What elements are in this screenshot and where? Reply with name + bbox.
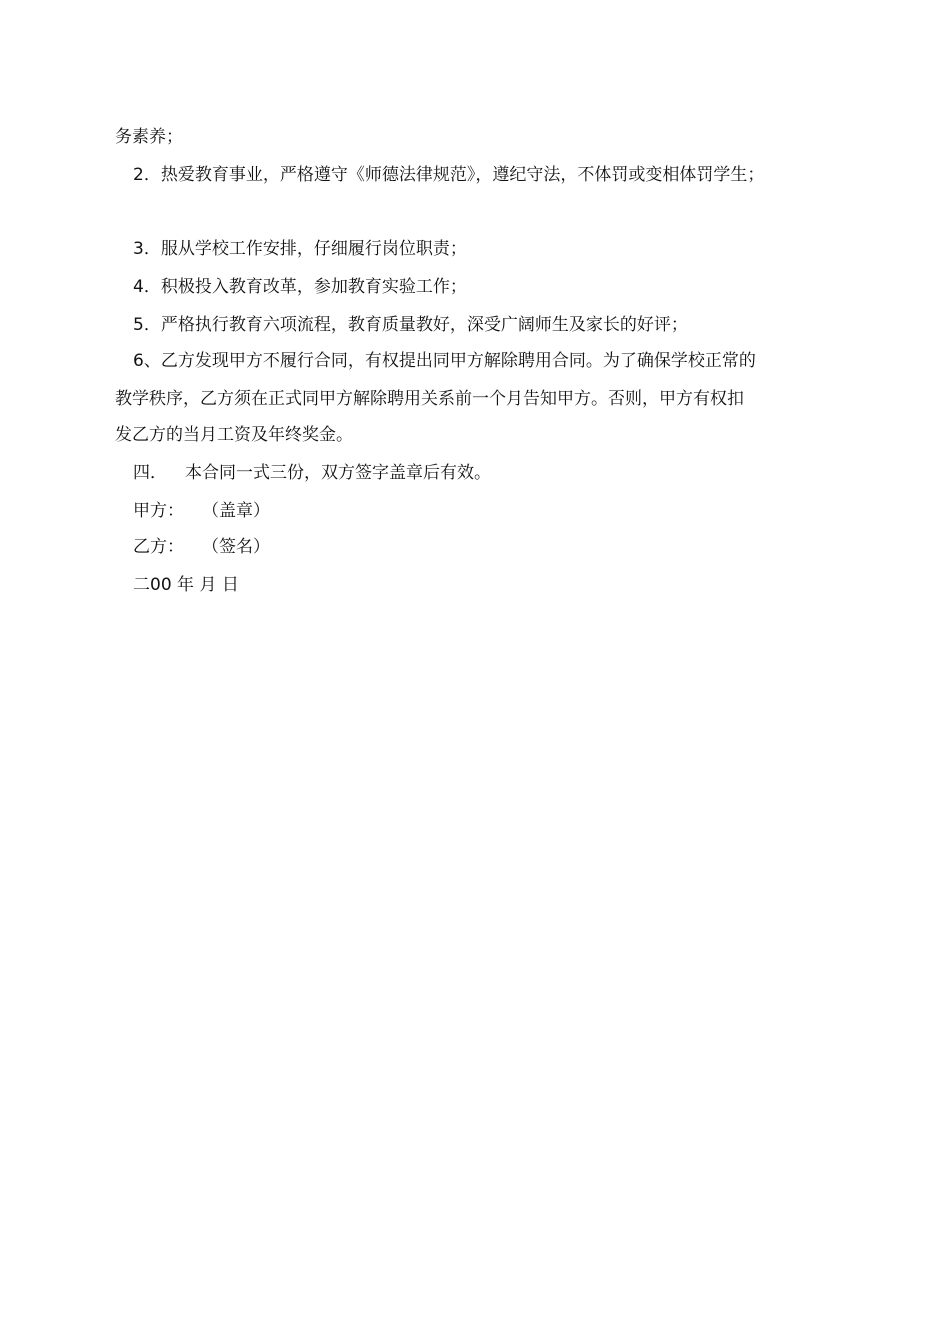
- contract-date-line: 二00 年 月 日: [133, 575, 239, 595]
- party-b-signature-line: [133, 532, 270, 562]
- contract-item-2: 2．热爱教育事业，严格遵守《师德法律规范》，遵纪守法，不体罚或变相体罚学生；: [133, 165, 765, 185]
- clause-4-text: 本合同一式三份，双方签字盖章后有效。: [185, 463, 491, 483]
- contract-item-6-line-1: 6、乙方发现甲方不履行合同，有权提出同甲方解除聘用合同。为了确保学校正常的: [133, 351, 756, 371]
- party-a-seal-note: （盖章）: [202, 501, 270, 521]
- contract-clause-4: [133, 458, 491, 488]
- clause-4-number: 四．: [133, 463, 167, 483]
- party-a-signature-line: [133, 496, 270, 526]
- party-b-signature-note: （签名）: [202, 537, 270, 557]
- party-a-label: 甲方：: [133, 501, 184, 521]
- contract-item-4: 4．积极投入教育改革，参加教育实验工作；: [133, 277, 467, 297]
- continued-text-line: 务素养；: [115, 127, 183, 147]
- contract-item-3: 3．服从学校工作安排，仔细履行岗位职责；: [133, 239, 467, 259]
- party-b-label: 乙方：: [133, 537, 184, 557]
- contract-item-6-line-2: 教学秩序，乙方须在正式同甲方解除聘用关系前一个月告知甲方。否则，甲方有权扣: [115, 389, 744, 409]
- contract-item-6-line-3: 发乙方的当月工资及年终奖金。: [115, 425, 353, 445]
- contract-item-5: 5．严格执行教育六项流程，教育质量教好，深受广阔师生及家长的好评；: [133, 315, 688, 335]
